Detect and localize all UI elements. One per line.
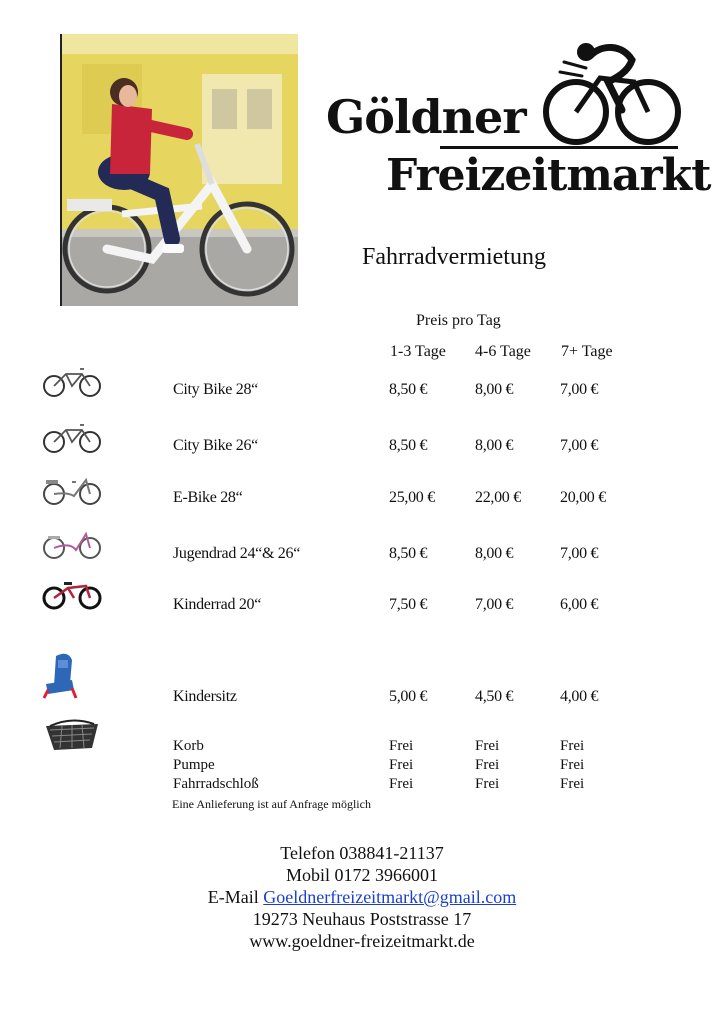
- extra-schloss-1-3: Frei: [389, 776, 414, 792]
- kids-bike-icon: [42, 578, 102, 610]
- price-header: Preis pro Tag: [416, 312, 501, 329]
- child-seat-icon: [42, 650, 102, 702]
- extra-korb-7plus: Frei: [560, 738, 585, 754]
- price-city-bike-28-7plus: 7,00 €: [560, 381, 599, 398]
- price-e-bike-28-4-6: 22,00 €: [475, 489, 521, 506]
- price-e-bike-28-1-3: 25,00 €: [389, 489, 435, 506]
- youth-bike-icon: [42, 528, 102, 560]
- price-kinderrad-7plus: 6,00 €: [560, 596, 599, 613]
- price-kindersitz-7plus: 4,00 €: [560, 688, 599, 705]
- price-city-bike-28-4-6: 8,00 €: [475, 381, 514, 398]
- contact-email-line: [0, 886, 724, 908]
- extra-schloss-4-6: Frei: [475, 776, 500, 792]
- contact-website[interactable]: www.goeldner-freizeitmarkt.de: [249, 931, 475, 951]
- cyclist-logo-icon: [542, 38, 682, 148]
- city-bike-icon: [42, 366, 102, 398]
- row-label-e-bike-28: E-Bike 28“: [173, 489, 243, 506]
- price-jugendrad-1-3: 8,50 €: [389, 545, 428, 562]
- delivery-note: Eine Anlieferung ist auf Anfrage möglich: [172, 797, 371, 811]
- extra-korb-1-3: Frei: [389, 738, 414, 754]
- row-label-city-bike-26: City Bike 26“: [173, 437, 258, 454]
- contact-mobile: Mobil 0172 3966001: [285, 865, 438, 885]
- price-kindersitz-1-3: 5,00 €: [389, 688, 428, 705]
- email-link[interactable]: Goeldnerfreizeitmarkt@gmail.com: [263, 887, 517, 907]
- e-bike-icon: [42, 474, 102, 506]
- extra-korb-4-6: Frei: [475, 738, 500, 754]
- extra-schloss-7plus: Frei: [560, 776, 585, 792]
- contact-address: 19273 Neuhaus Poststrasse 17: [252, 909, 472, 929]
- column-header-7-plus-days: 7+ Tage: [561, 343, 613, 360]
- logo-text-freizeitmarkt: Freizeitmarkt: [386, 150, 711, 201]
- extra-label-fahrradschloss: Fahrradschloß: [173, 776, 259, 792]
- contact-phone: Telefon 038841-21137: [280, 843, 444, 863]
- extra-label-pumpe: Pumpe: [173, 757, 215, 773]
- extra-label-korb: Korb: [173, 738, 204, 754]
- contact-email-prefix: E-Mail: [207, 887, 264, 907]
- row-label-kinderrad-20: Kinderrad 20“: [173, 596, 262, 613]
- price-city-bike-26-4-6: 8,00 €: [475, 437, 514, 454]
- extra-pumpe-4-6: Frei: [475, 757, 500, 773]
- price-kinderrad-1-3: 7,50 €: [389, 596, 428, 613]
- logo-divider: [440, 146, 678, 149]
- row-label-kindersitz: Kindersitz: [173, 688, 237, 705]
- row-label-jugendrad: Jugendrad 24“& 26“: [173, 545, 301, 562]
- logo-text-goeldner: Göldner: [326, 90, 526, 144]
- price-jugendrad-4-6: 8,00 €: [475, 545, 514, 562]
- price-jugendrad-7plus: 7,00 €: [560, 545, 599, 562]
- price-city-bike-28-1-3: 8,50 €: [389, 381, 428, 398]
- extra-pumpe-7plus: Frei: [560, 757, 585, 773]
- price-city-bike-26-7plus: 7,00 €: [560, 437, 599, 454]
- column-header-1-3-days: 1-3 Tage: [390, 343, 446, 360]
- column-header-4-6-days: 4-6 Tage: [475, 343, 531, 360]
- price-kinderrad-4-6: 7,00 €: [475, 596, 514, 613]
- header-photo-woman-on-e-bike: [60, 34, 298, 306]
- price-city-bike-26-1-3: 8,50 €: [389, 437, 428, 454]
- price-e-bike-28-7plus: 20,00 €: [560, 489, 606, 506]
- extra-pumpe-1-3: Frei: [389, 757, 414, 773]
- price-kindersitz-4-6: 4,50 €: [475, 688, 514, 705]
- city-bike-icon: [42, 422, 102, 454]
- company-logo: [320, 36, 711, 206]
- page-title: Fahrradvermietung: [362, 244, 546, 270]
- row-label-city-bike-28: City Bike 28“: [173, 381, 258, 398]
- basket-icon: [42, 718, 102, 752]
